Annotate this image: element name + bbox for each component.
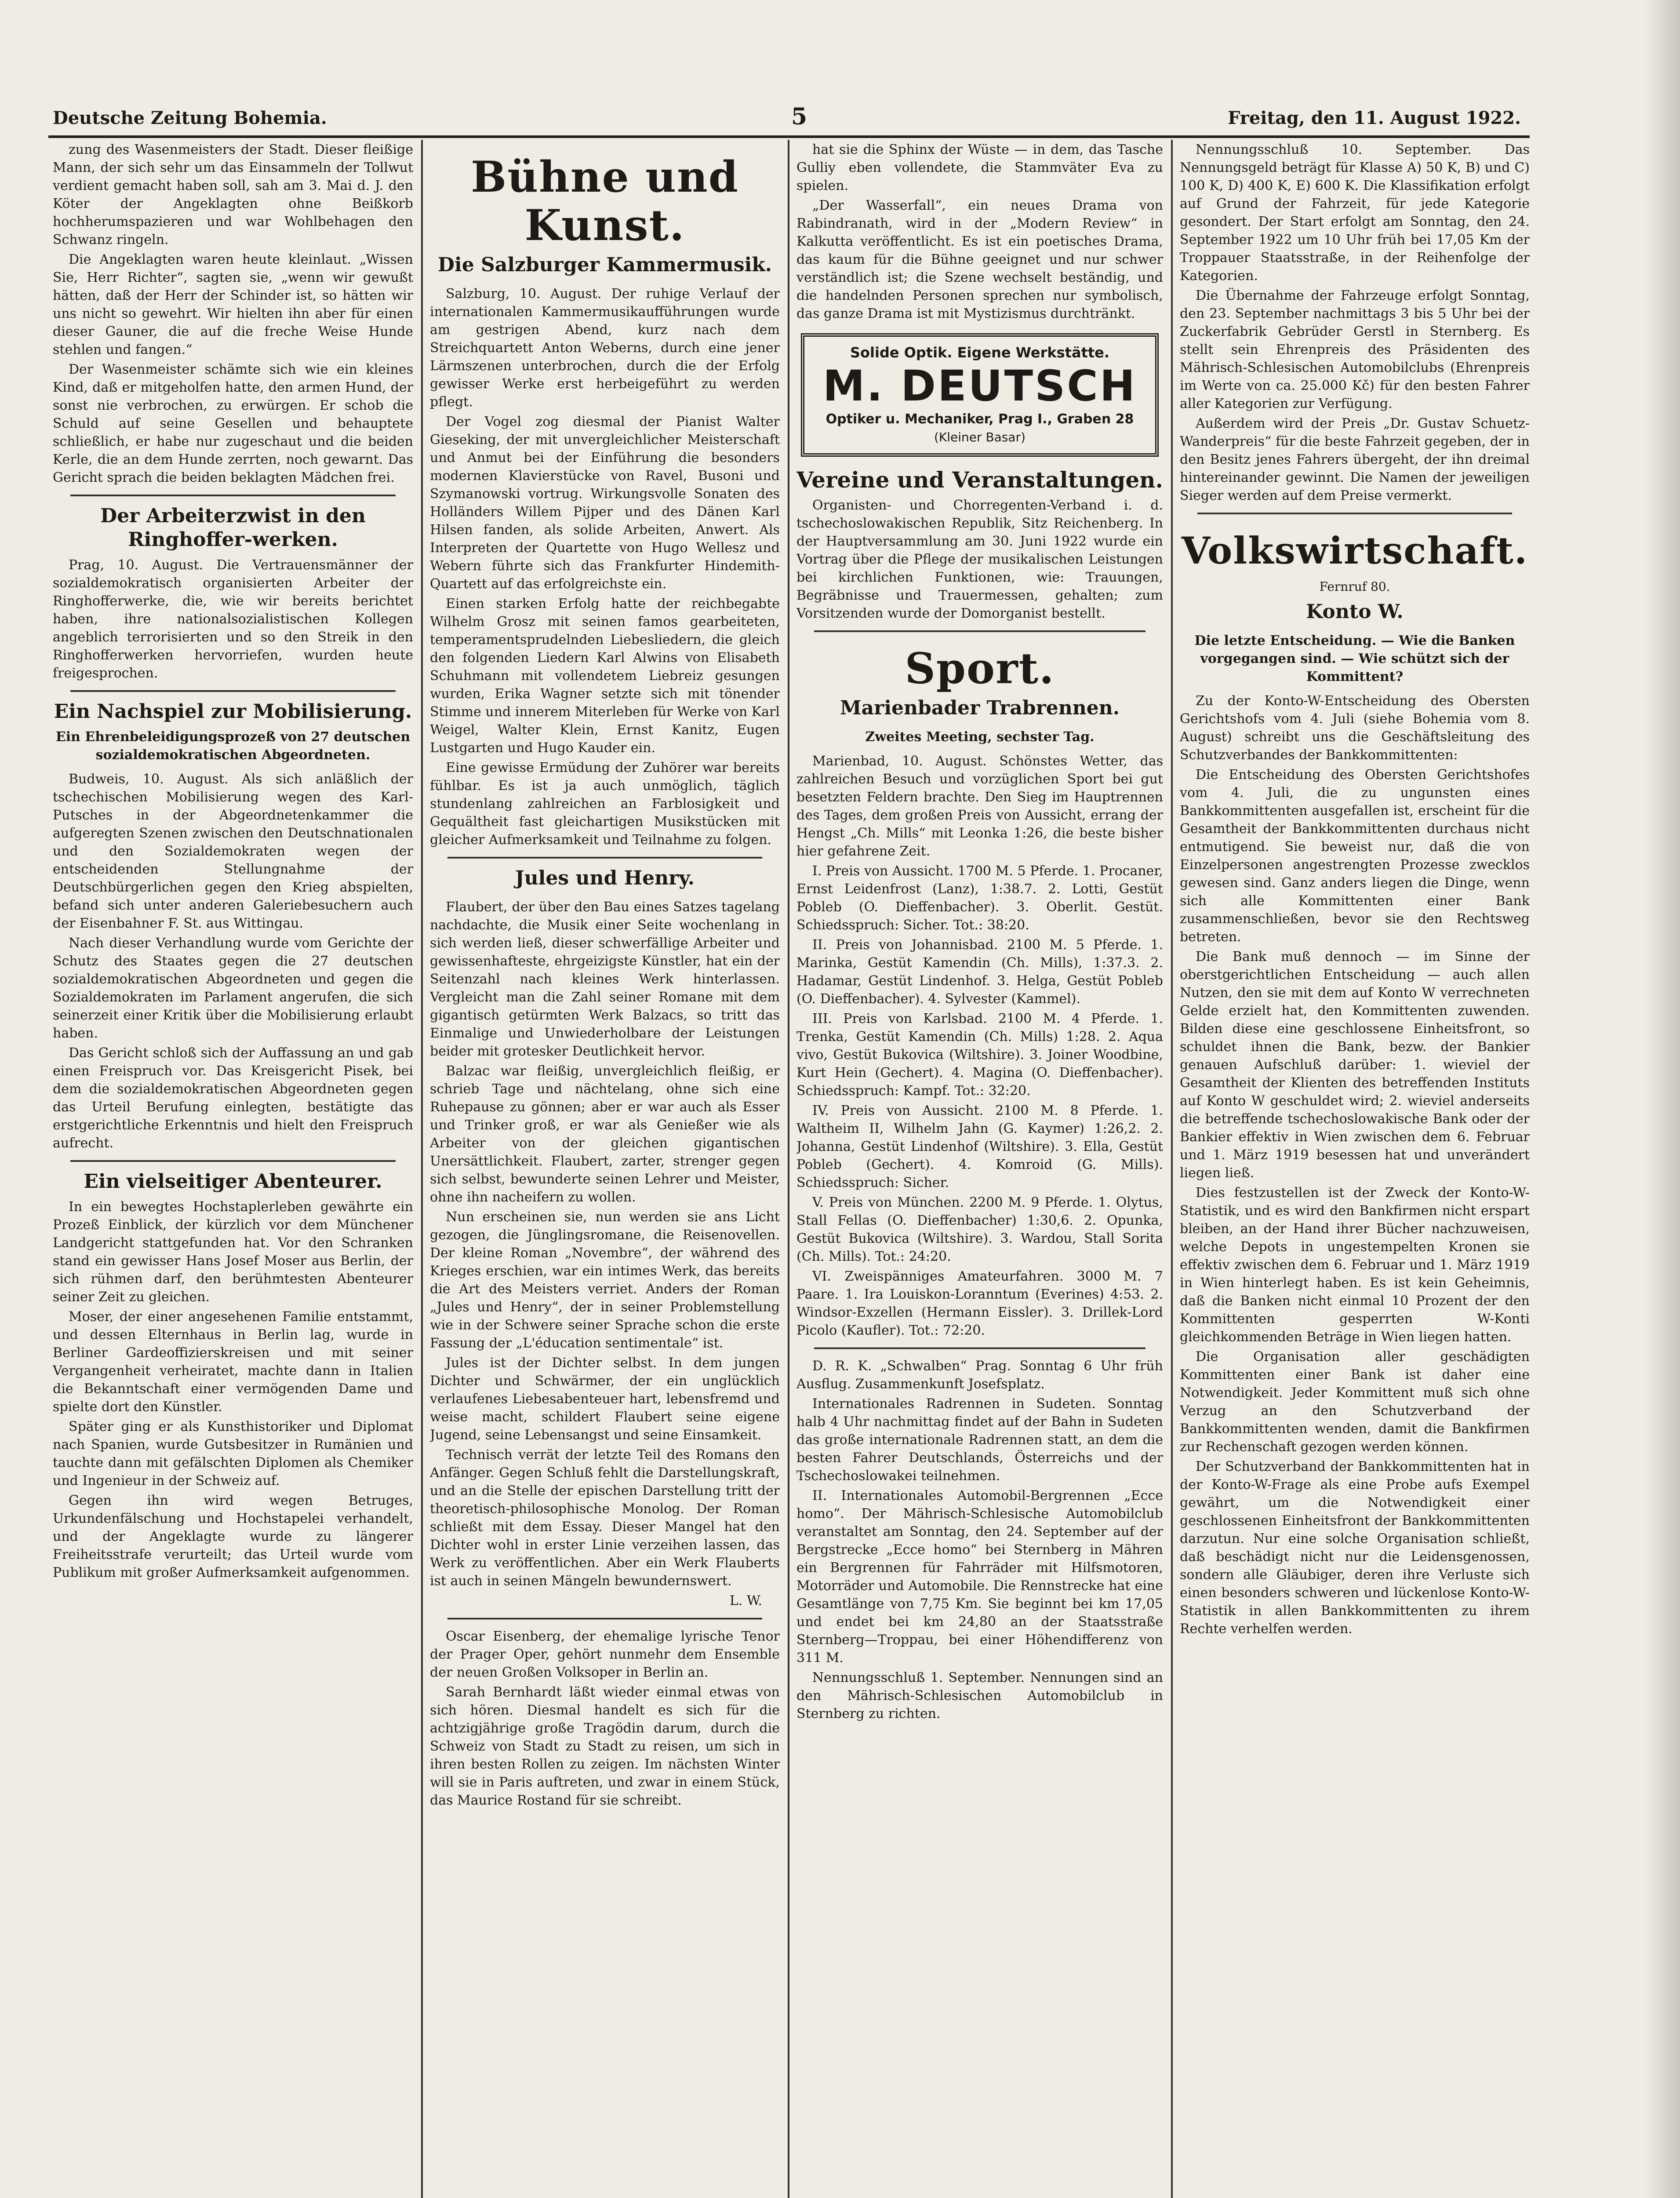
race-result: I. Preis von Aussicht. 1700 M. 5 Pferde. 1. Procaner, Ernst Leidenfrost (Lanz), 1:38.7. 2. Lotti, Gestüt Pobleb (O. Dieffenbacher). 3. Oberlit. Gestüt. Schiedsspruch: Sicher. Tot.: 38:20.	[796, 863, 1163, 933]
page-header	[53, 103, 1521, 134]
paragraph: D. R. K. „Schwalben“ Prag. Sonntag 6 Uhr früh Ausflug. Zusammenkunft Josefsplatz.	[796, 1358, 1163, 1392]
header-rule	[48, 135, 1530, 138]
paragraph: Eine gewisse Ermüdung der Zuhörer war bereits fühlbar. Es ist ja auch unmöglich, täglich stundenlang zahlreichen an Farblosigkeit und Gequältheit fast gleichartigen Musikstücken mit gleicher Aufmerksamkeit und Teilnahme zu folgen.	[430, 760, 780, 848]
paragraph: Dies festzustellen ist der Zweck der Konto-W-Statistik, und es wird den Bankfirmen nicht erspart bleiben, an der Hand ihrer Bücher nachzuweisen, welche Depots in ungestempelten Kronen sie effektiv zwischen dem 6. Februar und 1. März 1919 in Wien hinterlegt haben. Es ist kein Geheimnis, daß die Banken nicht einmal 10 Prozent der den Kommittenten gesperrten W-Konti gleichkommenden Beträge in Wien liegen hatten.	[1180, 1185, 1530, 1345]
article-headline: Die Salzburger Kammermusik.	[437, 254, 772, 276]
paragraph: Gegen ihn wird wegen Betruges, Urkundenfälschung und Hochstapelei verhandelt, und der Angeklagte wurde zu längerer Freiheitsstrafe verurteilt; das Urteil wurde vom Publikum mit großer Aufmerksamkeit aufgenommen.	[53, 1493, 413, 1580]
section-divider	[70, 690, 396, 692]
ad-company-name: M. DEUTSCH	[822, 361, 1137, 411]
article-headline: Marienbader Trabrennen.	[840, 697, 1120, 719]
paragraph: Technisch verrät der letzte Teil des Romans den Anfänger. Gegen Schluß fehlt die Darstellungskraft, und an die Stelle der epischen Darstellung tritt der theoretisch-philosophische Monolog. Der Roman schließt mit dem Essay. Dieser Mangel hat den Dichter wohl in erster Linie verzeihen lassen, das Werk zu veröffentlichen. Aber ein Werk Flauberts ist auch in seinen Mängeln bewundernswert.	[430, 1447, 780, 1589]
column-rule-3	[1171, 140, 1173, 2198]
page-number: 5	[791, 103, 807, 130]
advertisement-box	[801, 333, 1159, 457]
paragraph: Die Bank muß dennoch — im Sinne der oberstgerichtlichen Entscheidung — auch allen Nutzen, den sie mit dem auf Konto W verrechneten Gelde erzielt hat, den Kommittenten zuwenden. Bilden diese eine geschlossene Einheitsfront, so schuldet ihnen die Bank, bezw. der Bankier genauen Aufschluß darüber: 1. wieviel der Gesamtheit der Klienten des betreffenden Instituts auf Konto W geschuldet wird; 2. wieviel anderseits die betreffende tschechoslowakische Bank oder der Bankier effektiv in Wien zwischen dem 6. Februar und 1. März 1919 besessen hat und unverändert liegen ließ.	[1180, 949, 1530, 1181]
section-divider	[447, 857, 762, 859]
race-result: V. Preis von München. 2200 M. 9 Pferde. 1. Olytus, Stall Fellas (O. Dieffenbacher) 1:30,6. 2. Opunka, Gestüt Bukovica (Wiltshire). 3. Wardou, Stall Sorita (Ch. Mills). Tot.: 24:20.	[796, 1195, 1163, 1264]
paragraph: Prag, 10. August. Die Vertrauensmänner der sozialdemokratisch organisierten Arbeiter der Ringhofferwerke, die, wie wir bereits berichtet haben, ihre nationalsozialistischen Kollegen angeblich terrorisierten und so den Streik in den Ringhofferwerken hervorriefen, wurden heute freigesprochen.	[53, 557, 413, 681]
paragraph: Zu der Konto-W-Entscheidung des Obersten Gerichtshofs vom 4. Juli (siehe Bohemia vom 8. August) schreibt uns die Geschäftsleitung des Schutzverbandes der Bankkommittenten:	[1180, 693, 1530, 763]
article-headline: Konto W.	[1306, 600, 1404, 623]
race-result: VI. Zweispänniges Amateurfahren. 3000 M. 7 Paare. 1. Ira Louiskon-Loranntum (Everines) 4:53. 2. Windsor-Exzellen (Hermann Eissler). 3. Drillek-Lord Picolo (Kaufler). Tot.: 72:20.	[796, 1269, 1163, 1338]
column-1	[53, 141, 413, 2198]
section-divider	[70, 495, 396, 496]
race-result: II. Preis von Johannisbad. 2100 M. 5 Pferde. 1. Marinka, Gestüt Kamendin (Ch. Mills), 1:37.3. 2. Hadamar, Gestüt Lindenhof. 3. Helga, Gestüt Pobleb (O. Dieffenbacher). 4. Sylvester (Kammel).	[796, 937, 1163, 1007]
paragraph: Außerdem wird der Preis „Dr. Gustav Schuetz-Wanderpreis“ für die beste Fahrzeit gegeben, der in den Besitz jenes Fahrers übergeht, der ihn dreimal hintereinander gewinnt. Die Namen der jeweiligen Sieger werden auf dem Preise vermerkt.	[1180, 416, 1530, 503]
ad-address: Optiker u. Mechaniker, Prag I., Graben 28	[825, 411, 1134, 427]
paragraph: Jules ist der Dichter selbst. In dem jungen Dichter und Schwärmer, der ein unglücklich verlaufenes Liebesabenteuer hart, lebensfremd und weise macht, schildert Flaubert seine eigene Jugend, seine Lebensangst und seine Einsamkeit.	[430, 1355, 780, 1443]
masthead: Deutsche Zeitung Bohemia.	[53, 108, 327, 128]
paragraph: Internationales Radrennen in Sudeten. Sonntag halb 4 Uhr nachmittag findet auf der Bahn in Sudeten das große internationale Radrennen statt, an dem die besten Fahrer Deutschlands, Österreichs und der Tschechoslowakei teilnehmen.	[796, 1396, 1163, 1484]
paragraph: Nun erscheinen sie, nun werden sie ans Licht gezogen, die Jünglingsromane, die Reisenovellen. Der kleine Roman „Novembre“, der während des Krieges erschien, war ein intimes Werk, das bereits die Art des Meisters verriet. Anders der Roman „Jules und Henry“, der in seiner Problemstellung wie in der Schwere seiner Sprache schon die erste Fassung der „L'éducation sentimentale“ ist.	[430, 1209, 780, 1351]
phone-number: Fernruf 80.	[1319, 579, 1390, 594]
issue-date: Freitag, den 11. August 1922.	[1228, 108, 1521, 128]
paragraph: Später ging er als Kunsthistoriker und Diplomat nach Spanien, wurde Gutsbesitzer in Rumänien und tauchte dann mit gefälschten Diplomen als Chemiker und Ingenieur in der Schweiz auf.	[53, 1419, 413, 1488]
section-title: Volkswirtschaft.	[1181, 529, 1528, 572]
paragraph: Balzac war fleißig, unvergleichlich fleißig, er schrieb Tage und nächtelang, ohne sich eine Ruhepause zu gönnen; aber er war auch als Esser und Trinker groß, er war als Genießer wie als Arbeiter von der gleichen gigantischen Unersättlichkeit. Flaubert, zarter, strenger gegen sich selbst, bewunderte seinen Lehrer und Meister, ohne ihn nacheifern zu wollen.	[430, 1063, 780, 1205]
paragraph: Marienbad, 10. August. Schönstes Wetter, das zahlreichen Besuch und vorzüglichen Sport bei gut besetzten Feldern brachte. Den Sieg im Hauptrennen des Tages, dem großen Preis von Aussicht, errang der Hengst „Ch. Mills“ mit Leonka 1:26, die beste bisher hier gefahrene Zeit.	[796, 753, 1163, 859]
paragraph: Nennungsschluß 10. September. Das Nennungsgeld beträgt für Klasse A) 50 K, B) und C) 100 K, D) 400 K, E) 600 K. Die Klassifikation erfolgt auf Grund der Fahrzeit, für jede Kategorie gesondert. Der Start erfolgt am Sonntag, den 24. September 1922 um 10 Uhr früh bei 17,05 Km der Troppauer Staatsstraße, in der Reihenfolge der Kategorien.	[1180, 142, 1530, 284]
ad-location-note: (Kleiner Basar)	[934, 430, 1025, 444]
section-divider	[70, 1160, 396, 1162]
paragraph: Die Übernahme der Fahrzeuge erfolgt Sonntag, den 23. September nachmittags 3 bis 5 Uhr bei der Zuckerfabrik Gebrüder Gerstl in Sternberg. Es stellt sein Ehrenpreis des Präsidenten des Mährisch-Schlesischen Automobilclubs (Ehrenpreis im Werte von ca. 25.000 Kč) für den besten Fahrer aller Kategorien zur Verfügung.	[1180, 288, 1530, 411]
article-subheadline: Die letzte Entscheidung. — Wie die Banken vorgegangen sind. — Wie schützt sich der Kommittent?	[1194, 633, 1515, 684]
paragraph: Der Schutzverband der Bankkommittenten hat in der Konto-W-Frage als eine Probe aufs Exempel gewährt, um die Notwendigkeit einer geschlossenen Einheitsfront der Bankkommittenten darzutun. Nur eine solche Organisation schließt, daß beschädigt nicht nur die Leidensgenossen, sondern alle Gläubiger, deren ihre Verluste sich einen besonders schweren und lückenlose Konto-W-Statistik in allen Bankkommittenten zu ihrem Rechte verhelfen werden.	[1180, 1459, 1530, 1637]
page-edge-shadow	[1645, 0, 1680, 2198]
paragraph: Das Gericht schloß sich der Auffassung an und gab einen Freispruch vor. Das Kreisgericht Pisek, bei dem die sozialdemokratischen Abgeordneten gegen das Urteil Berufung einlegten, bestätigte das erstgerichtliche Erkenntnis und hielt den Freispruch aufrecht.	[53, 1045, 413, 1151]
article-signature: L. W.	[729, 1593, 762, 1608]
paragraph: Organisten- und Chorregenten-Verband i. d. tschechoslowakischen Republik, Sitz Reichenberg. In der Hauptversammlung am 30. Juni 1922 wurde ein Vortrag über die Pflege der musikalischen Leistungen bei kirchlichen Funktionen, wie: Trauungen, Begräbnisse und Trauermessen, gehalten; zum Vorsitzenden wurde der Domorganist bestellt.	[796, 498, 1163, 621]
column-3	[796, 141, 1163, 2198]
paragraph: In ein bewegtes Hochstaplerleben gewährte ein Prozeß Einblick, der kürzlich vor dem Münchener Landgericht stattgefunden hat. Vor den Schranken stand ein gewisser Hans Josef Moser aus Berlin, der sich rühmen darf, den berühmtesten Abenteurer seiner Zeit zu gleichen.	[53, 1199, 413, 1305]
paragraph: Die Angeklagten waren heute kleinlaut. „Wissen Sie, Herr Richter“, sagten sie, „wenn wir gewußt hätten, daß der Herr der Schinder ist, so hätten wir uns nicht so gewehrt. Wir hielten ihn aber für einen dieser Gauner, die auf die freche Weise Hunde stehlen und fangen.“	[53, 252, 413, 357]
paragraph: Nennungsschluß 1. September. Nennungen sind an den Mährisch-Schlesischen Automobilclub in Sternberg zu richten.	[796, 1670, 1163, 1721]
section-title: Sport.	[905, 644, 1055, 693]
column-rule-1	[421, 140, 423, 2198]
ad-tagline: Solide Optik. Eigene Werkstätte.	[850, 344, 1110, 361]
paragraph: Nach dieser Verhandlung wurde vom Gerichte der Schutz des Staates gegen die 27 deutschen sozialdemokratischen Abgeordneten und gegen die Sozialdemokraten im Parlament angerufen, die sich seinerzeit einer Kritik über die Mobilisierung erlaubt haben.	[53, 935, 413, 1041]
article-subheadline: Ein Ehrenbeleidigungsprozeß von 27 deutschen sozialdemokratischen Abgeordneten.	[55, 729, 411, 763]
paragraph: Flaubert, der über den Bau eines Satzes tagelang nachdachte, die Musik einer Seite wochenlang in sich werden ließ, dieser schwerfällige Arbeiter und gewissenhafteste, ehrgeizigste Künstler, hat ein der Seitenzahl nach kleines Werk hinterlassen. Vergleicht man die Zahl seiner Romane mit dem gigantisch getürmten Werk Balzacs, so tritt das Einmalige und Unwiederholbare der Leistungen beider mit grotesker Deutlichkeit hervor.	[430, 899, 780, 1059]
paragraph: Salzburg, 10. August. Der ruhige Verlauf der internationalen Kammermusikaufführungen wurde am gestrigen Abend, kurz nach dem Streichquartett Anton Weberns, durch eine jener Lärmszenen unterbrochen, durch die der Erfolg gewisser Werke erst herbeigeführt zu werden pflegt.	[430, 286, 780, 410]
article-headline: Jules und Henry.	[515, 867, 695, 889]
paragraph: Der Wasenmeister schämte sich wie ein kleines Kind, daß er mitgeholfen hatte, den armen Hund, der sonst nie verbrochen, zu erwürgen. Er schob die Schuld auf seine Gesellen und behauptete schließlich, er habe nur zugeschaut und die beiden Kerle, die an dem Hunde zerrten, noch gewarnt. Das Gericht sprach die beiden beklagten Mädchen frei.	[53, 362, 413, 485]
article-headline: Ein Nachspiel zur Mobilisierung.	[54, 700, 412, 723]
paragraph: Sarah Bernhardt läßt wieder einmal etwas von sich hören. Diesmal handelt es sich für die achtzigjährige große Tragödin darum, durch die Schweiz von Stadt zu Stadt zu reisen, um sich in ihren besten Rollen zu zeigen. Im nächsten Winter will sie in Paris auftreten, und zwar in einem Stück, das Maurice Rostand für sie schreibt.	[430, 1685, 780, 1808]
race-result: III. Preis von Karlsbad. 2100 M. 4 Pferde. 1. Trenka, Gestüt Kamendin (Ch. Mills) 1:28. 2. Aqua vivo, Gestüt Bukovica (Wiltshire). 3. Joiner Woodbine, Kurt Hein (Gechert). 4. Magina (O. Dieffenbacher). Schiedsspruch: Kampf. Tot.: 32:20.	[796, 1011, 1163, 1099]
article-headline: Der Arbeiterzwist in den Ringhoffer-werken.	[100, 505, 366, 551]
paragraph: Einen starken Erfolg hatte der reichbegabte Wilhelm Grosz mit seinen famos gearbeiteten, temperamentsprudelnden Liebesliedern, die gleich den folgenden Liedern Karl Alwins von Elisabeth Schuhmann mit vollendetem Liebreiz gesungen wurden, Erika Wagner setzte sich mit tönender Stimme und innerem Miterleben für Werke von Karl Weigel, Walter Klein, Ernst Kanitz, Eugen Lustgarten und Hugo Kauder ein.	[430, 596, 780, 756]
article-subheadline: Zweites Meeting, sechster Tag.	[865, 729, 1095, 745]
paragraph: Moser, der einer angesehenen Familie entstammt, und dessen Elternhaus in Berlin lag, wurde in Berliner Gardeoffizierskreisen und mit seiner Vergangenheit verheiratet, machte dann in Italien die Bekanntschaft einer vermögenden Dame und spielte dort den Künstler.	[53, 1309, 413, 1415]
section-divider	[814, 1347, 1145, 1349]
paragraph: zung des Wasenmeisters der Stadt. Dieser fleißige Mann, der sich sehr um das Einsammeln der Tollwut verdient gemacht haben soll, sah am 3. Mai d. J. den Köter der Angeklagten ohne Beißkorb hochherumspazieren und war Wohlbehagen den Schwanz ringeln.	[53, 142, 413, 247]
column-4	[1180, 141, 1530, 2198]
paragraph: Der Vogel zog diesmal der Pianist Walter Gieseking, der mit unvergleichlicher Meisterschaft und Anmut bei der Einführung die besonders modernen Klavierstücke von Ravel, Busoni und Szymanowski vortrug. Wirkungsvolle Sonaten des Holländers Willem Pijper und des Dänen Karl Hilsen fanden, als solide Arbeiten, Anwert. Als Interpreten der Quartette von Hugo Wellesz und Webern führte sich das Frankfurter Hindemith-Quartett auf das erfolgreichste ein.	[430, 414, 780, 592]
paragraph: „Der Wasserfall“, ein neues Drama von Rabindranath, wird in der „Modern Review“ in Kalkutta veröffentlicht. Es ist ein poetisches Drama, das kaum für die Bühne geeignet und nur schwer verständlich ist; die Szene wechselt beständig, und die handelnden Personen sprechen nur symbolisch, das ganze Drama ist mit Mystizismus durchtränkt.	[796, 198, 1163, 321]
paragraph: Budweis, 10. August. Als sich anläßlich der tschechischen Mobilisierung wegen des Karl-Putsches in der Abgeordnetenkammer die aufgeregten Szenen zwischen den Deutschnationalen und den Sozialdemokraten wegen der entscheidenden Stellungnahme der Deutschbürgerlichen gegen den Krieg abspielten, befand sich unter anderen Galeriebesuchern auch der Eisenbahner F. St. aus Wittingau.	[53, 771, 413, 931]
section-divider	[1197, 513, 1512, 514]
column-2	[430, 141, 780, 2198]
section-divider	[447, 1618, 762, 1619]
article-headline: Ein vielseitiger Abenteurer.	[84, 1170, 382, 1193]
race-result: IV. Preis von Aussicht. 2100 M. 8 Pferde. 1. Waltheim II, Wilhelm Jahn (G. Kaymer) 1:26,2. 2. Johanna, Gestüt Lindenhof (Wiltshire). 3. Ella, Gestüt Pobleb (Gechert). 4. Komroid (G. Mills). Schiedsspruch: Sicher.	[796, 1103, 1163, 1190]
section-title: Vereine und Veranstaltungen.	[796, 467, 1163, 493]
paragraph: Die Entscheidung des Obersten Gerichtshofes vom 4. Juli, die zu ungunsten eines Bankkommittenten ausgefallen ist, erscheint für die Gesamtheit der Bankkommittenten durchaus nicht entmutigend. Sie beweist nur, daß die von Einzelpersonen angestrengten Prozesse zwecklos gewesen sind. Ganz anders liegen die Dinge, wenn sich alle Kommittenten einer Bank zusammenschließen, bevor sie den Rechtsweg betreten.	[1180, 767, 1530, 945]
section-divider	[814, 630, 1145, 632]
column-rule-2	[788, 140, 789, 2198]
paragraph: II. Internationales Automobil-Bergrennen „Ecce homo“. Der Mährisch-Schlesische Automobilclub veranstaltet am Sonntag, den 24. September auf der Bergstrecke „Ecce homo“ bei Sternberg in Mähren ein Bergrennen für Fahrräder mit Hilfsmotoren, Motorräder und Automobile. Die Rennstrecke hat eine Gesamtlänge von 7,75 Km. Sie beginnt bei km 17,05 und endet bei km 24,80 an der Staatsstraße Sternberg—Troppau, bei einer Höhendifferenz von 311 M.	[796, 1488, 1163, 1666]
paragraph: Die Organisation aller geschädigten Kommittenten einer Bank ist daher eine Notwendigkeit. Jeder Kommittent muß sich ohne Verzug an den Schutzverband der Bankkommittenten wenden, damit die Bankfirmen zur Rechenschaft gezogen werden können.	[1180, 1349, 1530, 1455]
paragraph: Oscar Eisenberg, der ehemalige lyrische Tenor der Prager Oper, gehört nunmehr dem Ensemble der neuen Großen Volksoper in Berlin an.	[430, 1629, 780, 1680]
paragraph: hat sie die Sphinx der Wüste — in dem, das Tasche Gulliy eben vollendete, die Stammväter Eva zu spielen.	[796, 142, 1163, 193]
section-title: Bühne und Kunst.	[471, 152, 739, 250]
